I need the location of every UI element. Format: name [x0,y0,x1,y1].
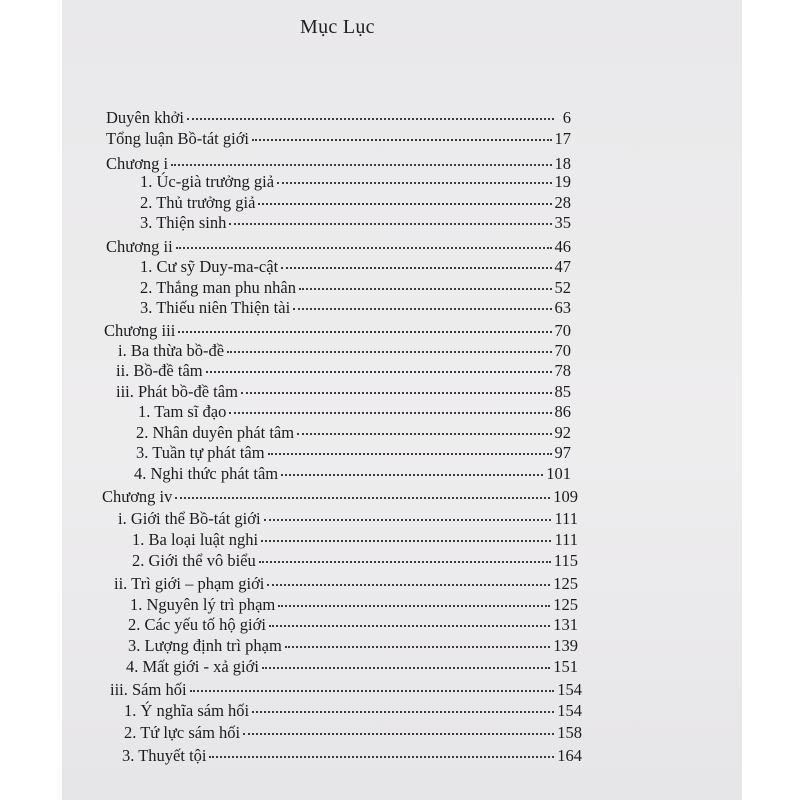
dot-leader [243,733,554,735]
toc-entry-page-number: 111 [554,509,578,528]
dot-leader [241,392,552,394]
toc-entry-label: iii. Phát bồ-đề tâm [116,382,238,401]
toc-entry-label: Chương i [106,154,169,173]
toc-entry-label: iii. Sám hối [110,680,187,699]
dot-leader [229,412,551,414]
toc-entry [110,679,582,701]
toc-entry-label: 2. Các yếu tố hộ giới [128,615,266,634]
dot-leader [176,247,552,249]
toc-entry-page-number: 151 [553,657,578,676]
toc-entry-page-number: 18 [554,154,571,173]
toc-entry-page-number: 92 [554,423,571,442]
toc-entry [140,192,571,214]
dot-leader [268,453,552,455]
dot-leader [175,497,550,499]
toc-entry [130,594,578,616]
dot-leader [178,331,551,333]
dot-leader [297,433,551,435]
toc-entry [116,360,571,382]
dot-leader [264,519,552,521]
toc-entry-label: 4. Nghi thức phát tâm [134,464,279,483]
dot-leader [269,625,550,627]
toc-entry-label: 2. Thắng man phu nhân [140,278,296,297]
dot-leader [259,561,551,563]
toc-entry-page-number: 97 [554,443,571,462]
toc-entry-page-number: 70 [554,321,571,340]
toc-entry-label: i. Giới thể Bồ-tát giới [118,509,261,528]
toc-entry [140,297,571,319]
toc-entry-page-number: 164 [557,746,582,765]
toc-entry [140,277,571,299]
toc-entry [128,614,578,636]
toc-entry [134,463,571,485]
toc-entry [116,381,571,403]
toc-entry-page-number: 86 [554,402,571,421]
toc-entry-page-number: 6 [562,108,571,127]
dot-leader [278,605,550,607]
toc-entry-label: Duyên khởi [106,108,184,127]
toc-entry-page-number: 19 [554,172,571,191]
dot-leader [258,203,551,205]
toc-entry [132,550,578,572]
toc-entry-page-number: 154 [557,701,582,720]
dot-leader [293,308,551,310]
toc-entry [106,107,571,129]
toc-entry-label: ii. Bồ-đề tâm [116,361,203,380]
dot-leader [190,690,555,692]
toc-entry-label: Tổng luận Bồ-tát giới [106,129,249,148]
toc-entry-label: 3. Tuần tự phát tâm [136,443,265,462]
toc-entry-page-number: 111 [554,530,578,549]
toc-entry-page-number: 158 [557,723,582,742]
toc-entry-label: 2. Giới thể vô biểu [132,551,256,570]
dot-leader [261,540,551,542]
toc-entry-page-number: 125 [553,574,578,593]
toc-entry-page-number: 154 [557,680,582,699]
toc-entry-label: ii. Trì giới – phạm giới [114,574,265,593]
toc-entry-page-number: 131 [553,615,578,634]
dot-leader [277,182,551,184]
dot-leader [262,667,550,669]
toc-entry-page-number: 139 [553,636,578,655]
toc-entry [138,401,571,423]
dot-leader [252,711,554,713]
toc-entry [106,236,571,258]
toc-entry [114,573,578,595]
page-title: Mục Lục [300,16,375,38]
toc-entry-page-number: 125 [553,595,578,614]
toc-entry-label: 1. Tam sĩ đạo [138,402,227,421]
toc-entry [140,171,571,193]
toc-entry-label: 2. Tứ lực sám hối [124,723,241,742]
toc-entry-page-number: 63 [554,298,571,317]
toc-entry-label: 3. Thiện sinh [140,213,227,232]
toc-entry-page-number: 46 [554,237,571,256]
toc-entry-page-number: 115 [553,551,578,570]
dot-leader [281,267,551,269]
toc-entry-label: Chương iii [104,321,176,340]
toc-entry-label: 2. Nhân duyên phát tâm [136,423,295,442]
toc-entry-page-number: 109 [553,487,578,506]
toc-entry-label: 3. Lượng định trì phạm [128,636,282,655]
toc-entry-label: Chương iv [102,487,173,506]
toc-entry [118,508,578,530]
toc-entry [106,128,571,150]
toc-entry-label: 3. Thuyết tội [122,746,207,765]
dot-leader [171,164,551,166]
toc-entry [128,635,578,657]
toc-entry-label: 3. Thiếu niên Thiện tài [140,298,291,317]
toc-entry-page-number: 52 [554,278,571,297]
toc-entry [124,700,582,722]
toc-entry-label: Chương ii [106,237,173,256]
dot-leader [281,474,543,476]
toc-entry-label: 2. Thủ trưởng giả [140,193,256,212]
toc-entry-page-number: 85 [554,382,571,401]
toc-entry [140,256,571,278]
dot-leader [227,351,551,353]
toc-entry-page-number: 28 [554,193,571,212]
dot-leader [209,756,554,758]
dot-leader [252,139,552,141]
toc-entry-page-number: 70 [554,341,571,360]
dot-leader [299,288,552,290]
toc-entry-page-number: 35 [554,213,571,232]
toc-entry-label: 4. Mất giới - xả giới [126,657,259,676]
dot-leader [206,371,552,373]
dot-leader [267,584,550,586]
toc-entry [104,320,571,342]
toc-entry-label: 1. Cư sỹ Duy-ma-cật [140,257,279,276]
toc-entry [102,486,578,508]
toc-entry-label: 1. Úc-già trưởng giả [140,172,275,191]
toc-entry-page-number: 78 [554,361,571,380]
dot-leader [187,118,554,120]
toc-entry [140,212,571,234]
toc-entry-label: 1. Ba loại luật nghi [132,530,259,549]
toc-entry [118,340,571,362]
toc-entry-label: 1. Nguyên lý trì phạm [130,595,276,614]
toc-entry-page-number: 17 [554,129,571,148]
toc-entry [126,656,578,678]
toc-entry [124,722,582,744]
toc-entry-page-number: 47 [554,257,571,276]
toc-entry [132,529,578,551]
toc-entry [136,442,571,464]
toc-entry-page-number: 101 [546,464,571,483]
toc-entry-label: i. Ba thừa bồ-đề [118,341,225,360]
dot-leader [285,646,550,648]
toc-entry-label: 1. Ý nghĩa sám hối [124,701,250,720]
toc-entry [122,745,582,767]
dot-leader [229,223,551,225]
toc-entry [136,422,571,444]
